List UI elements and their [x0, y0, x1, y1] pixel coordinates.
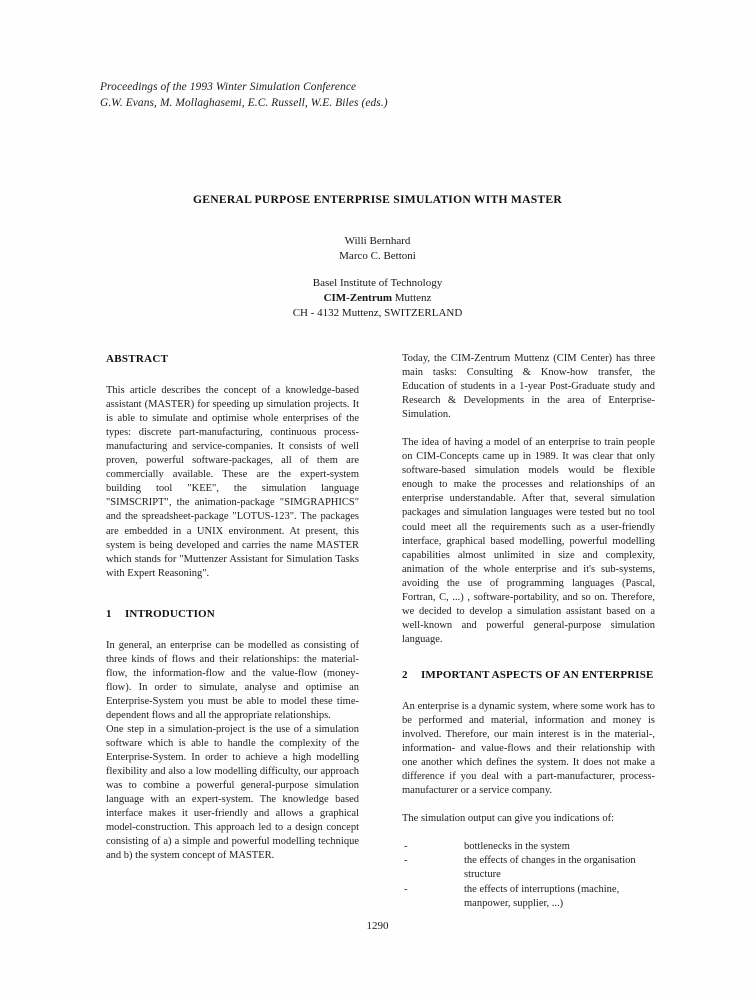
list-item-text: the effects of interruptions (machine, manpower, supplier, ...) [464, 883, 620, 909]
bullet-marker-icon: - [404, 841, 408, 853]
section-1-paragraph-2: One step in a simulation-project is the use of a simulation software which is able to handle the complexity of the Enterprise-System. In order to achieve a high modelling flexibility and also a low modelling difficulty, our approach was to combine a powerful general-purpose simulation language with an expert-system. The knowledge based interface makes it user-friendly and allows a graphical model-construction. This approach led to a design concept consisting of a) a simple and powerful modelling technique and b) the system concept of MASTER. [106, 724, 359, 862]
list-item [402, 854, 655, 882]
page-title: GENERAL PURPOSE ENTERPRISE SIMULATION WITH MASTER [192, 193, 563, 206]
section-2-paragraph-2: The simulation output can give you indications of: [402, 813, 615, 825]
bullet-marker-icon: - [404, 855, 408, 867]
abstract-heading: ABSTRACT [106, 353, 169, 365]
right-column [402, 352, 655, 911]
author-name-1: Willi Bernhard [344, 235, 411, 247]
section-2-paragraph-1: An enterprise is a dynamic system, where some work has to be performed and material, information and money is involved. Therefore, our main interest is in the material-, information- and value-flows and their relationship with one another which defines the system. It does not make a difference if you deal with a part-manufacturer, process-manufacturer or a service company. [402, 700, 655, 797]
proceedings-header [100, 80, 600, 111]
section-2-title: IMPORTANT ASPECTS OF AN ENTERPRISE [421, 668, 654, 681]
list-item-text: the effects of changes in the organisation structure [464, 855, 636, 881]
left-column [106, 352, 359, 864]
section-1-title: INTRODUCTION [125, 607, 215, 620]
section-1-number: 1 [106, 607, 112, 620]
affiliation-center-bold: CIM-Zentrum [323, 292, 392, 305]
section-2-heading [402, 668, 655, 682]
right-paragraph-2: The idea of having a model of an enterprise to train people on CIM-Concepts came up in 1989. It was clear that only software-based simulation models would be flexible enough to make the processes and relationships of an enterprise understandable. After that, several simulation packages and simulation languages were tested but no tool could meet all the requirements such as a user-friendly interface, graphical based modelling, powerful modelling capabilities almost unlimited in size and complexity, animation of the whole enterprise and it's sub-systems, avoiding the use of programming languages (Pascal, Fortran, C, ...) , software-portability, and so on. Therefore, we decided to develop a simulation assistant based on a well-known and powerful general-purpose simulation language. [402, 437, 655, 645]
section-2-number: 2 [402, 668, 408, 681]
author-block [0, 234, 755, 264]
section-1-heading [106, 607, 359, 621]
affiliation-block [0, 276, 755, 322]
list-item-text: bottlenecks in the system [464, 841, 570, 853]
proceedings-line-1: Proceedings of the 1993 Winter Simulation Conference [100, 81, 357, 93]
affiliation-institute: Basel Institute of Technology [312, 277, 443, 289]
simulation-output-list [402, 840, 655, 910]
right-paragraph-1: Today, the CIM-Zentrum Muttenz (CIM Center) has three main tasks: Consulting & Know-how transfer, the Education of students in a 1-year Post-Graduate study and Research & Developments in the area of Enterprise-Simulation. [402, 353, 655, 421]
list-item [402, 883, 655, 911]
affiliation-address: CH - 4132 Muttenz, SWITZERLAND [292, 307, 463, 320]
bullet-marker-icon: - [404, 883, 408, 895]
affiliation-center [0, 291, 755, 306]
proceedings-line-2: G.W. Evans, M. Mollaghasemi, E.C. Russell, W.E. Biles (eds.) [100, 96, 388, 109]
affiliation-center-rest: Muttenz [392, 292, 432, 305]
page-number: 1290 [366, 920, 389, 932]
list-item [402, 840, 655, 854]
section-1-paragraph-1: In general, an enterprise can be modelled as consisting of three kinds of flows and their relationships: the material-flow, the information-flow and the value-flow (money-flow). In order to simulate, analyse and optimise an Enterprise-System you must be able to model these time-dependent flows and all the appropriate relationships. [106, 639, 359, 721]
abstract-paragraph: This article describes the concept of a knowledge-based assistant (MASTER) for speeding up simulation projects. It is able to simulate and optimise whole enterprises of the types: discrete part-manufacturing, continuous process-manufacturing and service-companies. It consists of well proven, powerful software-packages, all of them are commercially available. These are the expert-system building tool "KEE", the simulation language "SIMSCRIPT", the animation-package "SIMGRAPHICS" and the spreadsheet-package "LOTUS-123". The packages are embedded in a UNIX environment. At present, this system is being developed and carries the name MASTER which stands for "Muttenzer Assistant for Simulation Tasks with Expert Reasoning". [106, 385, 359, 579]
author-name-2: Marco C. Bettoni [339, 250, 416, 262]
